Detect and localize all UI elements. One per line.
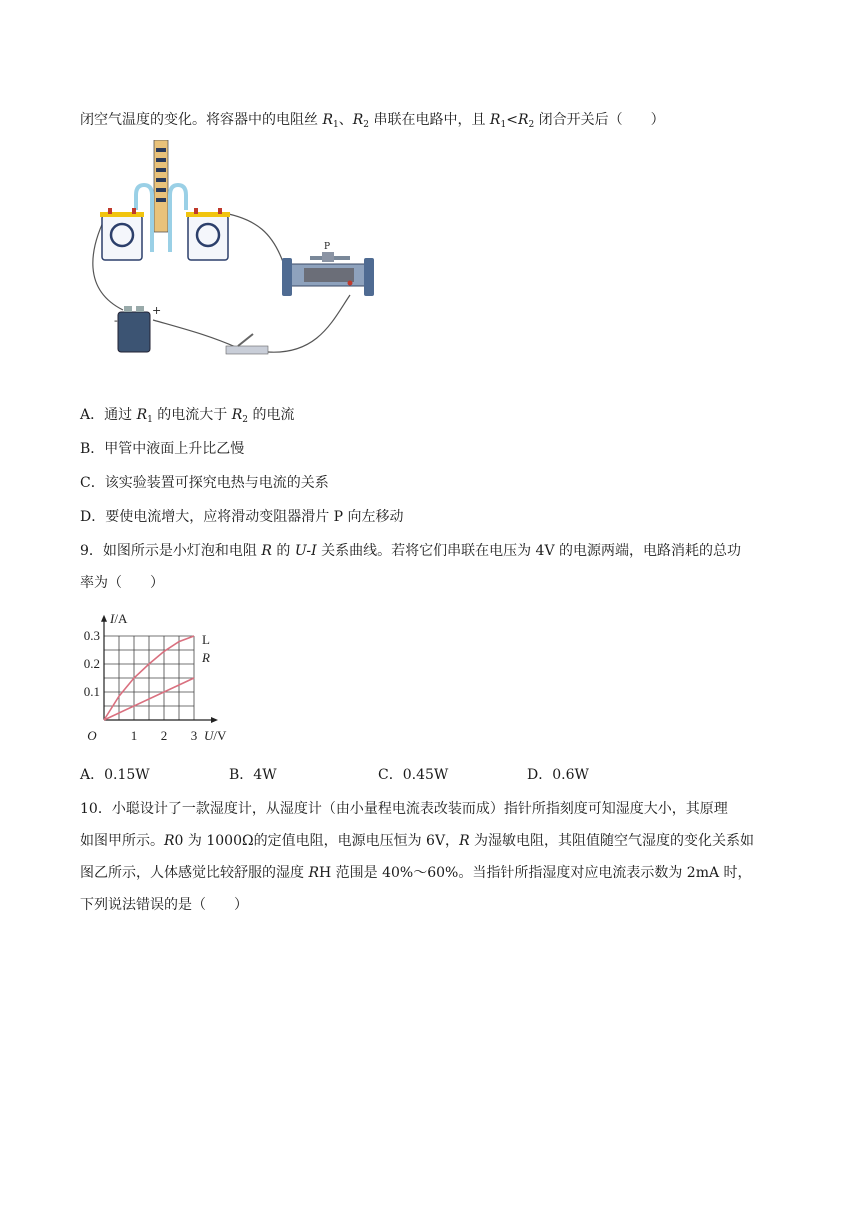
q9-option-a: A．0.15W bbox=[80, 767, 150, 783]
q10-text-e: H 范围是 40%～60%。当指针所指湿度对应电流表示数为 2mA 时， bbox=[319, 865, 752, 881]
x-tick-label: 2 bbox=[160, 728, 168, 743]
r1-subscript: 1 bbox=[333, 120, 339, 130]
q8-option-b: B．甲管中液面上升比乙慢 bbox=[80, 441, 245, 457]
r-symbol: R bbox=[459, 833, 470, 849]
circuit-figure bbox=[78, 140, 398, 365]
series-label-R: R bbox=[202, 650, 210, 665]
battery-terminal-neg bbox=[124, 306, 132, 312]
series-label-L: L bbox=[202, 632, 210, 647]
q10-stem-line1: 10．小聪设计了一款湿度计，从湿度计（由小量程电流表改装而成）指针所指刻度可知湿度大小，其原理 bbox=[80, 801, 728, 817]
q8-option-a-text: A．通过 bbox=[80, 407, 137, 423]
r0-symbol: R bbox=[164, 833, 175, 849]
y-tick-label: 0.1 bbox=[83, 684, 100, 699]
rh-symbol: R bbox=[308, 865, 319, 881]
q9-stem-line1 bbox=[80, 541, 741, 561]
battery-terminal-pos bbox=[136, 306, 144, 312]
rheostat-coil bbox=[304, 268, 354, 282]
rheostat-end-left bbox=[282, 258, 292, 296]
chart-axes bbox=[101, 615, 218, 723]
q8-option-a-mid: 的电流大于 bbox=[152, 407, 232, 423]
q9-text-b: 的 bbox=[271, 543, 295, 559]
chart-grid bbox=[104, 636, 194, 720]
switch-lever bbox=[238, 334, 253, 346]
container-left bbox=[102, 215, 142, 260]
q10-stem-line3 bbox=[80, 863, 752, 883]
r2-subscript: 2 bbox=[363, 120, 370, 130]
lid-left bbox=[100, 212, 144, 217]
r1-symbol: R bbox=[322, 112, 333, 128]
q9-option-d: D．0.6W bbox=[527, 767, 589, 783]
y-axis-arrow bbox=[101, 615, 107, 622]
u-tube-right bbox=[170, 185, 186, 252]
terminal-left-b bbox=[132, 208, 136, 214]
q10-text-d: 图乙所示，人体感觉比较舒服的湿度 bbox=[80, 865, 309, 881]
rheostat-end-right bbox=[364, 258, 374, 296]
q8-option-c: C．该实验装置可探究电热与电流的关系 bbox=[80, 475, 329, 491]
battery-minus-label: - bbox=[114, 314, 118, 327]
q9-text-c: 关系曲线。若将它们串联在电压为 4V 的电源两端，电路消耗的总功 bbox=[316, 543, 742, 559]
q10-stem-line2 bbox=[80, 831, 754, 851]
wire-battery-switch bbox=[153, 320, 238, 348]
q8-stem-text-c: 闭合开关后（ ） bbox=[534, 112, 665, 128]
x-axis-label: U/V bbox=[204, 728, 227, 743]
q9-option-c: C．0.45W bbox=[378, 767, 449, 783]
q8-option-d: D．要使电流增大，应将滑动变阻器滑片 P 向左移动 bbox=[80, 509, 404, 525]
q8-stem-text-b: 串联在电路中，且 bbox=[369, 112, 490, 128]
slider-label: P bbox=[324, 242, 331, 252]
battery-plus-label: + bbox=[152, 304, 162, 317]
terminal-left-a bbox=[108, 208, 112, 214]
chart-labels bbox=[84, 611, 227, 743]
q8-option-a bbox=[80, 405, 294, 430]
slider-p bbox=[322, 252, 334, 262]
q8-option-a-post: 的电流 bbox=[248, 407, 295, 423]
q10-text-a: 如图甲所示。 bbox=[80, 833, 164, 849]
container-right bbox=[188, 215, 228, 260]
less-than: < bbox=[506, 112, 518, 128]
r-symbol: R bbox=[261, 543, 272, 559]
q9-option-b: B．4W bbox=[229, 767, 277, 783]
q9-text-a: 9．如图所示是小灯泡和电阻 bbox=[80, 543, 262, 559]
rheostat-terminal bbox=[348, 281, 353, 286]
switch-base bbox=[226, 346, 268, 354]
q10-text-b: 0 为 1000Ω的定值电阻，电源电压恒为 6V， bbox=[174, 833, 460, 849]
battery bbox=[118, 312, 150, 352]
r2-symbol: R bbox=[231, 407, 243, 423]
x-axis-arrow bbox=[211, 717, 218, 723]
x-tick-label: 1 bbox=[130, 728, 138, 743]
r2-symbol: R bbox=[352, 112, 364, 128]
r2-subscript: 2 bbox=[242, 415, 249, 425]
separator: 、 bbox=[338, 112, 353, 128]
wire-switch-rheostat bbox=[268, 295, 350, 352]
y-tick-label: 0.2 bbox=[83, 656, 100, 671]
r1-symbol: R bbox=[136, 407, 148, 423]
lid-right bbox=[186, 212, 230, 217]
q8-stem-text-a: 闭空气温度的变化。将容器中的电阻丝 bbox=[80, 112, 323, 128]
origin-label: O bbox=[87, 728, 97, 743]
y-axis-label: I/A bbox=[110, 610, 128, 626]
q10-stem-line4: 下列说法错误的是（ ） bbox=[80, 897, 248, 913]
y-tick-label: 0.3 bbox=[83, 628, 100, 643]
q9-stem-line2: 率为（ ） bbox=[80, 575, 164, 591]
ui-chart bbox=[72, 608, 272, 748]
scale-ruler bbox=[154, 140, 168, 232]
r1-symbol: R bbox=[489, 112, 501, 128]
r2-subscript: 2 bbox=[528, 120, 535, 130]
r2-symbol: R bbox=[517, 112, 529, 128]
ui-symbol: U-I bbox=[294, 543, 317, 559]
x-tick-label: 3 bbox=[190, 728, 198, 743]
terminal-right-a bbox=[194, 208, 198, 214]
q10-text-c: 为湿敏电阻，其阻值随空气湿度的变化关系如 bbox=[469, 833, 755, 849]
q8-stem bbox=[80, 110, 665, 135]
r1-subscript: 1 bbox=[500, 120, 507, 130]
r1-subscript: 1 bbox=[147, 415, 153, 425]
terminal-right-b bbox=[218, 208, 222, 214]
